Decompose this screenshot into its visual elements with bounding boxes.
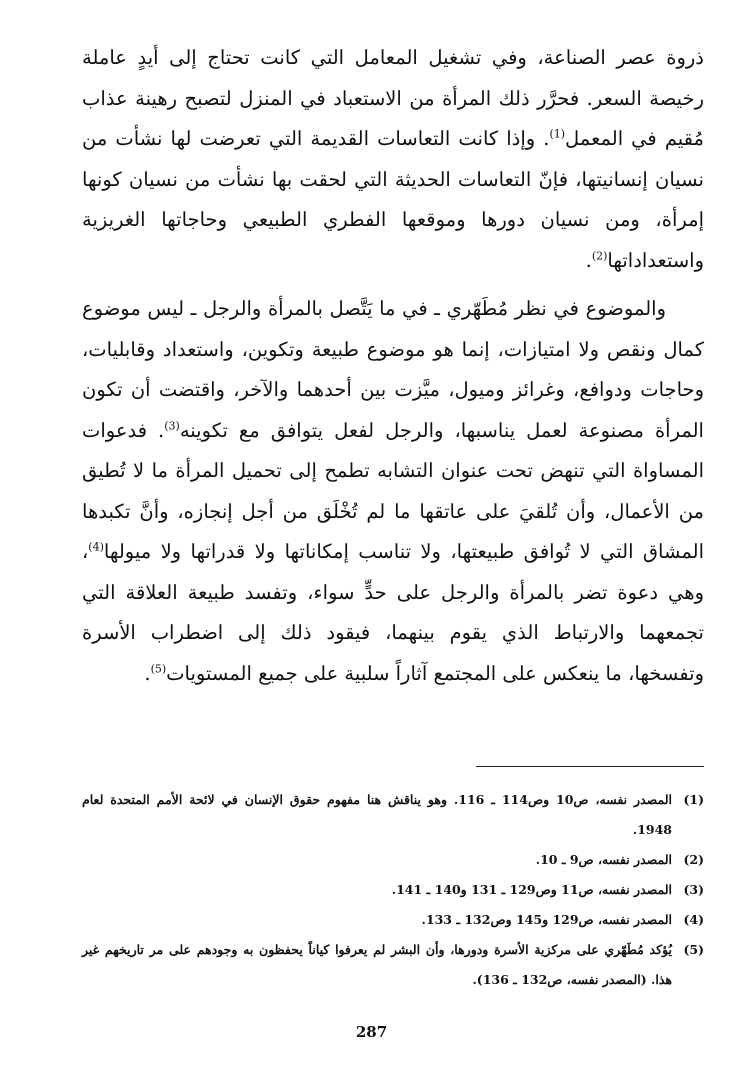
- paragraph-1: [82, 38, 704, 281]
- footnote-ref-4[interactable]: (4): [88, 540, 104, 554]
- main-text: [82, 38, 704, 694]
- paragraph-2-text-a: والموضوع في نظر مُطَهّري ـ في ما يَتَّصل بالمرأة والرجل ـ ليس موضوع كمال ونقص ولا امتيازات، إنما هو موضوع طبيعة وتكوين، واستعداد وقابليات، وحاجات ودوافع، وغرائز وميول، ميَّزت بين أحدهما والآخر، واقتضت أن تكون المرأة مصنوعة لعمل يناسبها، والرجل لفعل يتوافق مع تكوينه: [82, 297, 704, 442]
- footnote-ref-1[interactable]: (1): [549, 127, 566, 141]
- paragraph-1-text-b: . وإذا كانت التعاسات القديمة التي تعرضت لها نشأت من نسيان إنسانيتها، فإنّ التعاسات الحديثة التي لحقت بها نشأت من نسيان كونها إمرأة، ومن نسيان دورها وموقعها الفطري الطبيعي وحاجاتها الغريزية واستعداداتها: [82, 127, 704, 272]
- footnote-text: المصدر نفسه، ص11 وص129 ـ 131 و140 ـ 141.: [391, 882, 672, 897]
- paragraph-2-text-d: .: [144, 661, 151, 685]
- footnote-divider: [476, 766, 704, 767]
- footnote-item: [82, 785, 704, 845]
- footnote-ref-2[interactable]: (2): [591, 249, 608, 262]
- page-number: 287: [355, 1023, 388, 1041]
- footnote-text: المصدر نفسه، ص9 ـ 10.: [535, 852, 672, 867]
- footnote-number: (5): [683, 942, 704, 957]
- footnote-number: (2): [683, 852, 704, 867]
- paragraph-1-text-c: .: [585, 248, 592, 272]
- footnote-ref-5[interactable]: (5): [150, 662, 167, 675]
- footnote-item: [82, 905, 704, 935]
- paragraph-2-text-b: . فدعوات المساواة التي تنهض تحت عنوان التشابه تطمح إلى تحميل المرأة ما لا تُطيق من الأعمال، وأن تُلقيَ على عاتقها ما لم تُخْلَق من أجل إنجازه، وأنَّ تكبدها المشاق التي لا تُوافق طبيعتها، ولا تناسب إمكاناتها ولا قدراتها ولا ميولها: [82, 418, 704, 563]
- footnote-number: (4): [683, 912, 704, 927]
- paragraph-2-text-c: ، وهي دعوة تضر بالمرأة والرجل على حدٍّ سواء، وتفسد طبيعة العلاقة التي تجمعهما والارتباط الذي يقوم بينهما، فيقود ذلك إلى اضطراب الأسرة وتفسخها، ما ينعكس على المجتمع آثاراً سلبية على جميع المستويات: [82, 540, 704, 685]
- footnote-text: المصدر نفسه، ص129 و145 وص132 ـ 133.: [421, 912, 672, 927]
- paragraph-1-text-a: ذروة عصر الصناعة، وفي تشغيل المعامل التي كانت تحتاج إلى أيدٍ عاملة رخيصة السعر. فحرَّر ذلك المرأة من الاستعباد في المنزل لتصبح رهينة عذاب مُقيم في المعمل: [82, 46, 704, 150]
- footnote-ref-3[interactable]: (3): [164, 419, 180, 432]
- footnote-text: المصدر نفسه، ص10 وص114 ـ 116. وهو يناقش هنا مفهوم حقوق الإنسان في لائحة الأمم المتحدة لعام 1948.: [82, 792, 672, 837]
- footnote-text: يُؤكد مُطَهّري على مركزية الأسرة ودورها، وأن البشر لم يعرفوا كياناً يحفظون به وجودهم على مر تاريخهم غير هذا. (المصدر نفسه، ص132 ـ 136).: [82, 942, 672, 987]
- footnote-item: [82, 845, 704, 875]
- footnote-item: [82, 935, 704, 995]
- footnote-item: [82, 875, 704, 905]
- footnote-number: (1): [683, 792, 704, 807]
- paragraph-2: [82, 289, 704, 694]
- footnotes: [82, 785, 704, 995]
- footnote-number: (3): [683, 882, 704, 897]
